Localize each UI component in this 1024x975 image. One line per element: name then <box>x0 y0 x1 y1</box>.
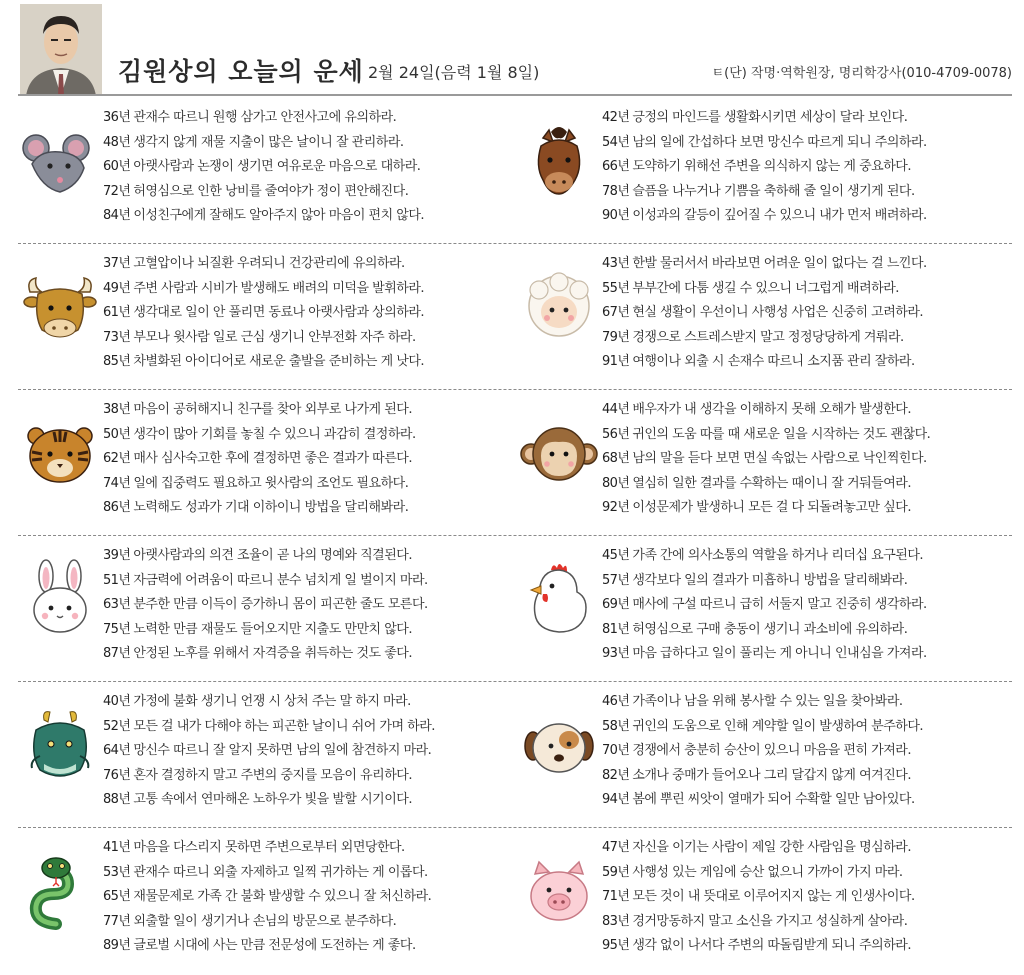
fortune-text: 모든 것이 내 뜻대로 이루어지지 않는 게 인생사이다. <box>632 889 915 905</box>
fortune-text: 가족이나 남을 위해 봉사할 수 있는 일을 찾아봐라. <box>632 694 903 709</box>
fortune-line <box>103 764 515 789</box>
birth-year: 43년 <box>602 256 630 271</box>
fortune-text: 남의 일에 간섭하다 보면 망신수 따르게 되니 주의하라. <box>632 134 927 150</box>
fortune-text: 경쟁에서 충분히 승산이 있으니 마음을 편히 가져라. <box>632 743 911 759</box>
birth-year: 40년 <box>103 694 131 709</box>
fortune-line <box>602 885 1014 910</box>
fortune-line <box>602 447 1014 472</box>
birth-year: 72년 <box>103 183 131 199</box>
fortune-text: 한발 물러서서 바라보면 어려운 일이 없다는 걸 느낀다. <box>632 256 927 271</box>
fortune-text: 부부간에 다툼 생길 수 있으니 너그럽게 배려하라. <box>632 280 899 296</box>
fortune-line <box>602 252 1014 277</box>
header-divider <box>18 94 1012 96</box>
birth-year: 90년 <box>602 208 630 224</box>
fortune-text: 경거망동하지 말고 소신을 가지고 성실하게 살아라. <box>632 913 908 929</box>
fortune-text: 긍정의 마인드를 생활화시키면 세상이 달라 보인다. <box>632 110 908 125</box>
birth-year: 95년 <box>602 938 630 954</box>
fortune-line <box>103 836 515 861</box>
fortune-text: 이성과의 갈등이 깊어질 수 있으니 내가 먼저 배려하라. <box>632 208 927 224</box>
fortune-grid <box>0 98 1024 975</box>
birth-year: 57년 <box>602 572 630 588</box>
fortune-line <box>602 106 1014 131</box>
birth-year: 58년 <box>602 718 630 734</box>
zodiac-block-monkey <box>517 390 1014 536</box>
fortune-text: 고혈압이나 뇌질환 우려되니 건강관리에 유의하라. <box>133 256 405 271</box>
fortune-row <box>0 828 1024 974</box>
birth-year: 60년 <box>103 159 131 175</box>
fortune-line <box>103 301 515 326</box>
birth-year: 82년 <box>602 767 630 783</box>
fortune-line <box>103 204 515 229</box>
birth-year: 47년 <box>602 840 630 855</box>
fortune-line <box>602 690 1014 715</box>
rat-icon <box>20 120 100 200</box>
birth-year: 88년 <box>103 792 131 808</box>
author-info: ㅌ(단) 작명·역학원장, 명리학강사(010-4709-0078) <box>711 66 1012 81</box>
fortune-text: 생각이 많아 기회를 놓칠 수 있으니 과감히 결정하라. <box>133 426 416 442</box>
rabbit-icon <box>20 558 100 638</box>
fortune-text: 매사 심사숙고한 후에 결정하면 좋은 결과가 따른다. <box>133 451 412 467</box>
fortune-line <box>602 423 1014 448</box>
fortune-text: 경쟁으로 스트레스받지 말고 정정당당하게 겨뤄라. <box>632 329 904 345</box>
fortune-line <box>103 715 515 740</box>
birth-year: 76년 <box>103 767 131 783</box>
fortune-line <box>103 739 515 764</box>
fortune-row <box>0 244 1024 390</box>
fortune-line <box>103 326 515 351</box>
fortune-line <box>602 861 1014 886</box>
birth-year: 93년 <box>602 646 630 662</box>
birth-year: 94년 <box>602 792 630 808</box>
fortune-text: 분주한 만큼 이득이 증가하니 몸이 피곤한 줄도 모른다. <box>133 597 428 613</box>
fortune-line <box>103 180 515 205</box>
zodiac-block-rooster <box>517 536 1014 682</box>
fortune-line <box>103 861 515 886</box>
birth-year: 68년 <box>602 451 630 467</box>
fortune-line <box>103 131 515 156</box>
birth-year: 85년 <box>103 354 131 370</box>
fortune-text: 차별화된 아이디어로 새로운 출발을 준비하는 게 낫다. <box>133 354 425 370</box>
fortune-line <box>602 180 1014 205</box>
birth-year: 52년 <box>103 718 131 734</box>
fortune-line <box>602 472 1014 497</box>
birth-year: 59년 <box>602 864 630 880</box>
fortune-text: 자금력에 어려움이 따르니 분수 넘치게 일 벌이지 마라. <box>133 572 428 588</box>
fortune-row <box>0 536 1024 682</box>
fortune-line <box>602 398 1014 423</box>
fortune-text: 아랫사람과의 의견 조율이 곧 나의 명예와 직결된다. <box>133 548 412 563</box>
fortune-line <box>103 252 515 277</box>
fortune-line <box>602 836 1014 861</box>
fortune-line <box>602 788 1014 813</box>
fortune-line <box>103 642 515 667</box>
fortune-text: 생각대로 일이 안 풀리면 동료나 아랫사람과 상의하라. <box>133 305 425 321</box>
sheep-icon <box>519 266 599 346</box>
birth-year: 39년 <box>103 548 131 563</box>
birth-year: 42년 <box>602 110 630 125</box>
fortune-row <box>0 98 1024 244</box>
birth-year: 77년 <box>103 913 131 929</box>
birth-year: 41년 <box>103 840 131 855</box>
fortune-text: 생각보다 일의 결과가 미흡하니 방법을 달리해봐라. <box>632 572 908 588</box>
fortune-text: 망신수 따르니 잘 알지 못하면 남의 일에 참견하지 마라. <box>133 743 432 759</box>
fortune-text: 열심히 일한 결과를 수확하는 때이니 잘 거둬들여라. <box>632 475 911 491</box>
birth-year: 71년 <box>602 889 630 905</box>
zodiac-block-pig <box>517 828 1014 974</box>
fortune-text: 남의 말을 듣다 보면 면실 속없는 사람으로 낙인찍힌다. <box>632 451 927 467</box>
birth-year: 83년 <box>602 913 630 929</box>
birth-year: 74년 <box>103 475 131 491</box>
birth-year: 36년 <box>103 110 131 125</box>
fortune-line <box>103 155 515 180</box>
birth-year: 69년 <box>602 597 630 613</box>
zodiac-block-rat <box>18 98 515 244</box>
fortune-text: 생각 없이 나서다 주변의 따돌림받게 되니 주의하라. <box>632 938 911 954</box>
fortune-text: 마음이 공허해지니 친구를 찾아 외부로 나가게 된다. <box>133 402 412 417</box>
birth-year: 84년 <box>103 208 131 224</box>
birth-year: 64년 <box>103 743 131 759</box>
fortune-row <box>0 390 1024 536</box>
fortune-text: 배우자가 내 생각을 이해하지 못해 오해가 발생한다. <box>632 402 911 417</box>
fortune-line <box>103 472 515 497</box>
fortune-line <box>103 910 515 935</box>
fortune-text: 외출할 일이 생기거나 손님의 방문으로 분주하다. <box>133 913 397 929</box>
birth-year: 54년 <box>602 134 630 150</box>
snake-icon <box>20 850 100 930</box>
fortune-line <box>602 642 1014 667</box>
birth-year: 78년 <box>602 183 630 199</box>
fortune-text: 사행성 있는 게임에 승산 없으니 가까이 가지 마라. <box>632 864 903 880</box>
fortune-text: 글로벌 시대에 사는 만큼 전문성에 도전하는 게 좋다. <box>133 938 416 954</box>
fortune-line <box>602 739 1014 764</box>
birth-year: 56년 <box>602 426 630 442</box>
monkey-icon <box>519 412 599 492</box>
fortune-line <box>103 690 515 715</box>
fortune-text: 슬픔을 나누거나 기쁨을 축하해 줄 일이 생기게 된다. <box>632 183 915 199</box>
birth-year: 86년 <box>103 500 131 516</box>
fortune-text: 관재수 따르니 외출 자제하고 일찍 귀가하는 게 이롭다. <box>133 864 428 880</box>
fortune-text: 소개나 중매가 들어오나 그리 달갑지 않게 여겨진다. <box>632 767 911 783</box>
fortune-line <box>103 544 515 569</box>
fortune-line <box>602 301 1014 326</box>
fortune-line <box>103 885 515 910</box>
fortune-text: 허영심으로 구매 충동이 생기니 과소비에 유의하라. <box>632 621 908 637</box>
fortune-line <box>602 715 1014 740</box>
zodiac-block-rabbit <box>18 536 515 682</box>
page-title: 김원상의 오늘의 운세 <box>118 57 364 86</box>
zodiac-block-dragon <box>18 682 515 828</box>
fortune-text: 여행이나 외출 시 손재수 따르니 소지품 관리 잘하라. <box>632 354 915 370</box>
fortune-text: 귀인의 도움 따를 때 새로운 일을 시작하는 것도 괜찮다. <box>632 426 931 442</box>
birth-year: 65년 <box>103 889 131 905</box>
fortune-line <box>103 350 515 375</box>
date-label: 2월 24일(음력 1월 8일) <box>368 63 540 82</box>
fortune-text: 고통 속에서 연마해온 노하우가 빛을 발할 시기이다. <box>133 792 412 808</box>
fortune-line <box>103 496 515 521</box>
birth-year: 46년 <box>602 694 630 709</box>
fortune-text: 안정된 노후를 위해서 자격증을 취득하는 것도 좋다. <box>133 646 412 662</box>
fortune-text: 관재수 따르니 원행 삼가고 안전사고에 유의하라. <box>133 110 397 125</box>
fortune-line <box>602 934 1014 959</box>
fortune-text: 허영심으로 인한 낭비를 줄여야가 정이 편안해진다. <box>133 183 409 199</box>
zodiac-block-snake <box>18 828 515 974</box>
zodiac-block-sheep <box>517 244 1014 390</box>
birth-year: 49년 <box>103 280 131 296</box>
fortune-text: 이성친구에게 잘해도 알아주지 않아 마음이 편치 않다. <box>133 208 425 224</box>
pig-icon <box>519 850 599 930</box>
birth-year: 66년 <box>602 159 630 175</box>
birth-year: 53년 <box>103 864 131 880</box>
dragon-icon <box>20 704 100 784</box>
fortune-text: 재물문제로 가족 간 불화 발생할 수 있으니 잘 처신하라. <box>133 889 432 905</box>
zodiac-block-tiger <box>18 390 515 536</box>
fortune-line <box>103 423 515 448</box>
birth-year: 67년 <box>602 305 630 321</box>
fortune-line <box>103 106 515 131</box>
birth-year: 51년 <box>103 572 131 588</box>
birth-year: 89년 <box>103 938 131 954</box>
fortune-text: 마음 급하다고 일이 풀리는 게 아니니 인내심을 가져라. <box>632 646 927 662</box>
fortune-line <box>602 131 1014 156</box>
fortune-text: 생각지 않게 재물 지출이 많은 날이니 잘 관리하라. <box>133 134 404 150</box>
tiger-icon <box>20 412 100 492</box>
page-header <box>0 0 1024 96</box>
birth-year: 91년 <box>602 354 630 370</box>
fortune-line <box>103 398 515 423</box>
fortune-text: 노력한 만큼 재물도 들어오지만 지출도 만만치 않다. <box>133 621 412 637</box>
fortune-row <box>0 682 1024 828</box>
birth-year: 48년 <box>103 134 131 150</box>
birth-year: 73년 <box>103 329 131 345</box>
fortune-line <box>602 910 1014 935</box>
fortune-text: 도약하기 위해선 주변을 의식하지 않는 게 중요하다. <box>632 159 911 175</box>
birth-year: 80년 <box>602 475 630 491</box>
birth-year: 79년 <box>602 329 630 345</box>
fortune-text: 부모나 윗사람 일로 근심 생기니 안부전화 자주 하라. <box>133 329 416 345</box>
birth-year: 44년 <box>602 402 630 417</box>
birth-year: 81년 <box>602 621 630 637</box>
fortune-text: 가정에 불화 생기니 언쟁 시 상처 주는 말 하지 마라. <box>133 694 411 709</box>
fortune-line <box>602 496 1014 521</box>
birth-year: 87년 <box>103 646 131 662</box>
birth-year: 38년 <box>103 402 131 417</box>
fortune-line <box>103 934 515 959</box>
fortune-line <box>103 788 515 813</box>
fortune-text: 마음을 다스리지 못하면 주변으로부터 외면당한다. <box>133 840 405 855</box>
dog-icon <box>519 704 599 784</box>
fortune-line <box>602 277 1014 302</box>
birth-year: 63년 <box>103 597 131 613</box>
author-portrait <box>20 4 102 96</box>
fortune-line <box>103 618 515 643</box>
fortune-line <box>602 593 1014 618</box>
birth-year: 55년 <box>602 280 630 296</box>
birth-year: 70년 <box>602 743 630 759</box>
ox-icon <box>20 266 100 346</box>
fortune-line <box>602 569 1014 594</box>
fortune-text: 혼자 결정하지 말고 주변의 중지를 모음이 유리하다. <box>133 767 412 783</box>
fortune-text: 봄에 뿌린 씨앗이 열매가 되어 수확할 일만 남아있다. <box>632 792 915 808</box>
fortune-text: 모든 걸 내가 다해야 하는 피곤한 날이니 쉬어 가며 하라. <box>133 718 435 734</box>
fortune-line <box>602 326 1014 351</box>
fortune-text: 일에 집중력도 필요하고 윗사람의 조언도 필요하다. <box>133 475 409 491</box>
fortune-line <box>103 593 515 618</box>
fortune-line <box>103 277 515 302</box>
fortune-line <box>602 618 1014 643</box>
horse-icon <box>519 120 599 200</box>
birth-year: 61년 <box>103 305 131 321</box>
fortune-text: 이성문제가 발생하니 모든 걸 다 되돌려놓고만 싶다. <box>632 500 911 516</box>
birth-year: 92년 <box>602 500 630 516</box>
fortune-text: 가족 간에 의사소통의 역할을 하거나 리더십 요구된다. <box>632 548 924 563</box>
fortune-line <box>103 447 515 472</box>
birth-year: 75년 <box>103 621 131 637</box>
fortune-text: 아랫사람과 논쟁이 생기면 여유로운 마음으로 대하라. <box>133 159 421 175</box>
birth-year: 37년 <box>103 256 131 271</box>
fortune-line <box>602 204 1014 229</box>
zodiac-block-ox <box>18 244 515 390</box>
fortune-text: 노력해도 성과가 기대 이하이니 방법을 달리해봐라. <box>133 500 409 516</box>
birth-year: 45년 <box>602 548 630 563</box>
birth-year: 50년 <box>103 426 131 442</box>
fortune-line <box>602 544 1014 569</box>
fortune-line <box>602 350 1014 375</box>
birth-year: 62년 <box>103 451 131 467</box>
fortune-text: 매사에 구설 따르니 급히 서둘지 말고 진중히 생각하라. <box>632 597 927 613</box>
fortune-text: 주변 사람과 시비가 발생해도 배려의 미덕을 발휘하라. <box>133 280 425 296</box>
rooster-icon <box>519 558 599 638</box>
fortune-text: 현실 생활이 우선이니 사행성 사업은 신중히 고려하라. <box>632 305 924 321</box>
zodiac-block-dog <box>517 682 1014 828</box>
fortune-text: 자신을 이기는 사람이 제일 강한 사람임을 명심하라. <box>632 840 911 855</box>
fortune-line <box>602 764 1014 789</box>
zodiac-block-horse <box>517 98 1014 244</box>
fortune-line <box>103 569 515 594</box>
fortune-text: 귀인의 도움으로 인해 계약할 일이 발생하여 분주하다. <box>632 718 924 734</box>
fortune-line <box>602 155 1014 180</box>
